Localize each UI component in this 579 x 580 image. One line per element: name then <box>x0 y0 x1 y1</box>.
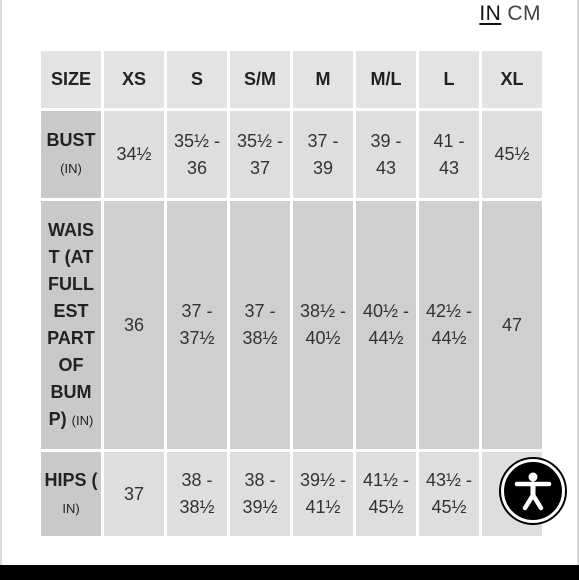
unit-inches-option[interactable]: IN <box>479 2 502 25</box>
hips-row <box>41 452 542 536</box>
waist-label-line: T (AT <box>48 246 94 267</box>
cell-line: 37 - <box>181 301 213 321</box>
waist-label <box>41 201 101 449</box>
cell-line: 42½ - <box>425 301 473 321</box>
waist-ml-cell <box>356 201 416 449</box>
cell-line: 43½ - <box>425 470 473 490</box>
cell-line: 38 - <box>244 470 276 490</box>
waist-label-line: PART <box>47 327 95 348</box>
waist-label-line: P) <box>48 408 67 429</box>
cell-line: 37 - <box>244 301 276 321</box>
cell-line: 43 <box>375 157 397 178</box>
cell-line: 38½ <box>179 497 215 517</box>
waist-s-cell <box>167 201 227 449</box>
size-xs-header: XS <box>104 51 164 108</box>
cell-line: 45½ <box>494 144 530 164</box>
hips-label <box>41 452 101 536</box>
waist-xs-cell <box>104 201 164 449</box>
cell-line: 44½ <box>431 328 467 348</box>
waist-label-line: BUM <box>50 381 92 402</box>
cell-line: 39½ <box>242 497 278 517</box>
waist-row <box>41 201 542 449</box>
left-frame-border <box>0 0 2 565</box>
bust-label-text: BUST <box>46 130 96 150</box>
cell-line: 38 - <box>181 470 213 490</box>
size-header-row <box>41 51 542 108</box>
size-s-header: S <box>167 51 227 108</box>
bust-s-cell <box>167 111 227 198</box>
bottom-bar <box>0 565 579 580</box>
cell-line: 39½ - <box>299 470 347 490</box>
bust-row <box>41 111 542 198</box>
cell-line: 36 <box>186 157 208 178</box>
accessibility-button[interactable] <box>501 459 565 523</box>
size-sm-header: S/M <box>230 51 290 108</box>
bust-label <box>41 111 101 198</box>
bust-xs-cell <box>104 111 164 198</box>
bust-m-cell <box>293 111 353 198</box>
unit-toggle <box>479 2 541 26</box>
waist-label-line: EST <box>53 300 89 321</box>
cell-line: 35½ - <box>236 130 284 151</box>
waist-label-line: WAIS <box>47 219 94 240</box>
cell-line: 47 <box>501 314 523 335</box>
unit-centimeters-option[interactable]: CM <box>507 2 541 25</box>
cell-line: 35½ - <box>173 130 221 151</box>
size-chart-table <box>38 48 545 539</box>
waist-sm-cell <box>230 201 290 449</box>
cell-line: 39 - <box>370 130 402 151</box>
cell-line: 41 - <box>433 130 465 151</box>
cell-line: 37 - <box>307 130 339 151</box>
cell-line: 43 <box>438 157 460 178</box>
cell-line: 41½ - <box>362 470 410 490</box>
hips-label-text: HIPS ( <box>44 469 98 490</box>
accessibility-person-icon <box>510 468 556 514</box>
bust-sm-cell <box>230 111 290 198</box>
hips-unit-label: IN) <box>62 500 80 516</box>
waist-xl-cell <box>482 201 542 449</box>
hips-sm-cell <box>230 452 290 536</box>
cell-line: 38½ - <box>299 301 347 321</box>
cell-line: 45½ <box>368 497 404 517</box>
size-m-header: M <box>293 51 353 108</box>
hips-s-cell <box>167 452 227 536</box>
size-xl-header: XL <box>482 51 542 108</box>
waist-label-line: FULL <box>48 273 94 294</box>
cell-line: 40½ <box>305 328 341 348</box>
cell-line: 36 <box>123 314 145 335</box>
cell-line: 41½ <box>305 497 341 517</box>
cell-line: 37 <box>123 483 145 504</box>
cell-line: 38½ <box>242 328 278 348</box>
bust-ml-cell <box>356 111 416 198</box>
hips-ml-cell <box>356 452 416 536</box>
bust-l-cell <box>419 111 479 198</box>
cell-line: 45½ <box>431 497 467 517</box>
size-ml-header: M/L <box>356 51 416 108</box>
cell-line: 40½ - <box>362 301 410 321</box>
size-l-header: L <box>419 51 479 108</box>
waist-m-cell <box>293 201 353 449</box>
hips-l-cell <box>419 452 479 536</box>
bust-unit-label: (IN) <box>60 161 82 176</box>
cell-line: 34½ <box>116 144 152 164</box>
cell-line: 37½ <box>179 328 215 348</box>
size-column-header: SIZE <box>41 51 101 108</box>
cell-line: 44½ <box>368 328 404 348</box>
hips-xs-cell <box>104 452 164 536</box>
waist-label-line: OF <box>58 354 84 375</box>
cell-line: 39 <box>312 157 334 178</box>
cell-line: 37 <box>249 157 271 178</box>
hips-m-cell <box>293 452 353 536</box>
waist-l-cell <box>419 201 479 449</box>
bust-xl-cell <box>482 111 542 198</box>
waist-unit-label: (IN) <box>71 412 94 428</box>
